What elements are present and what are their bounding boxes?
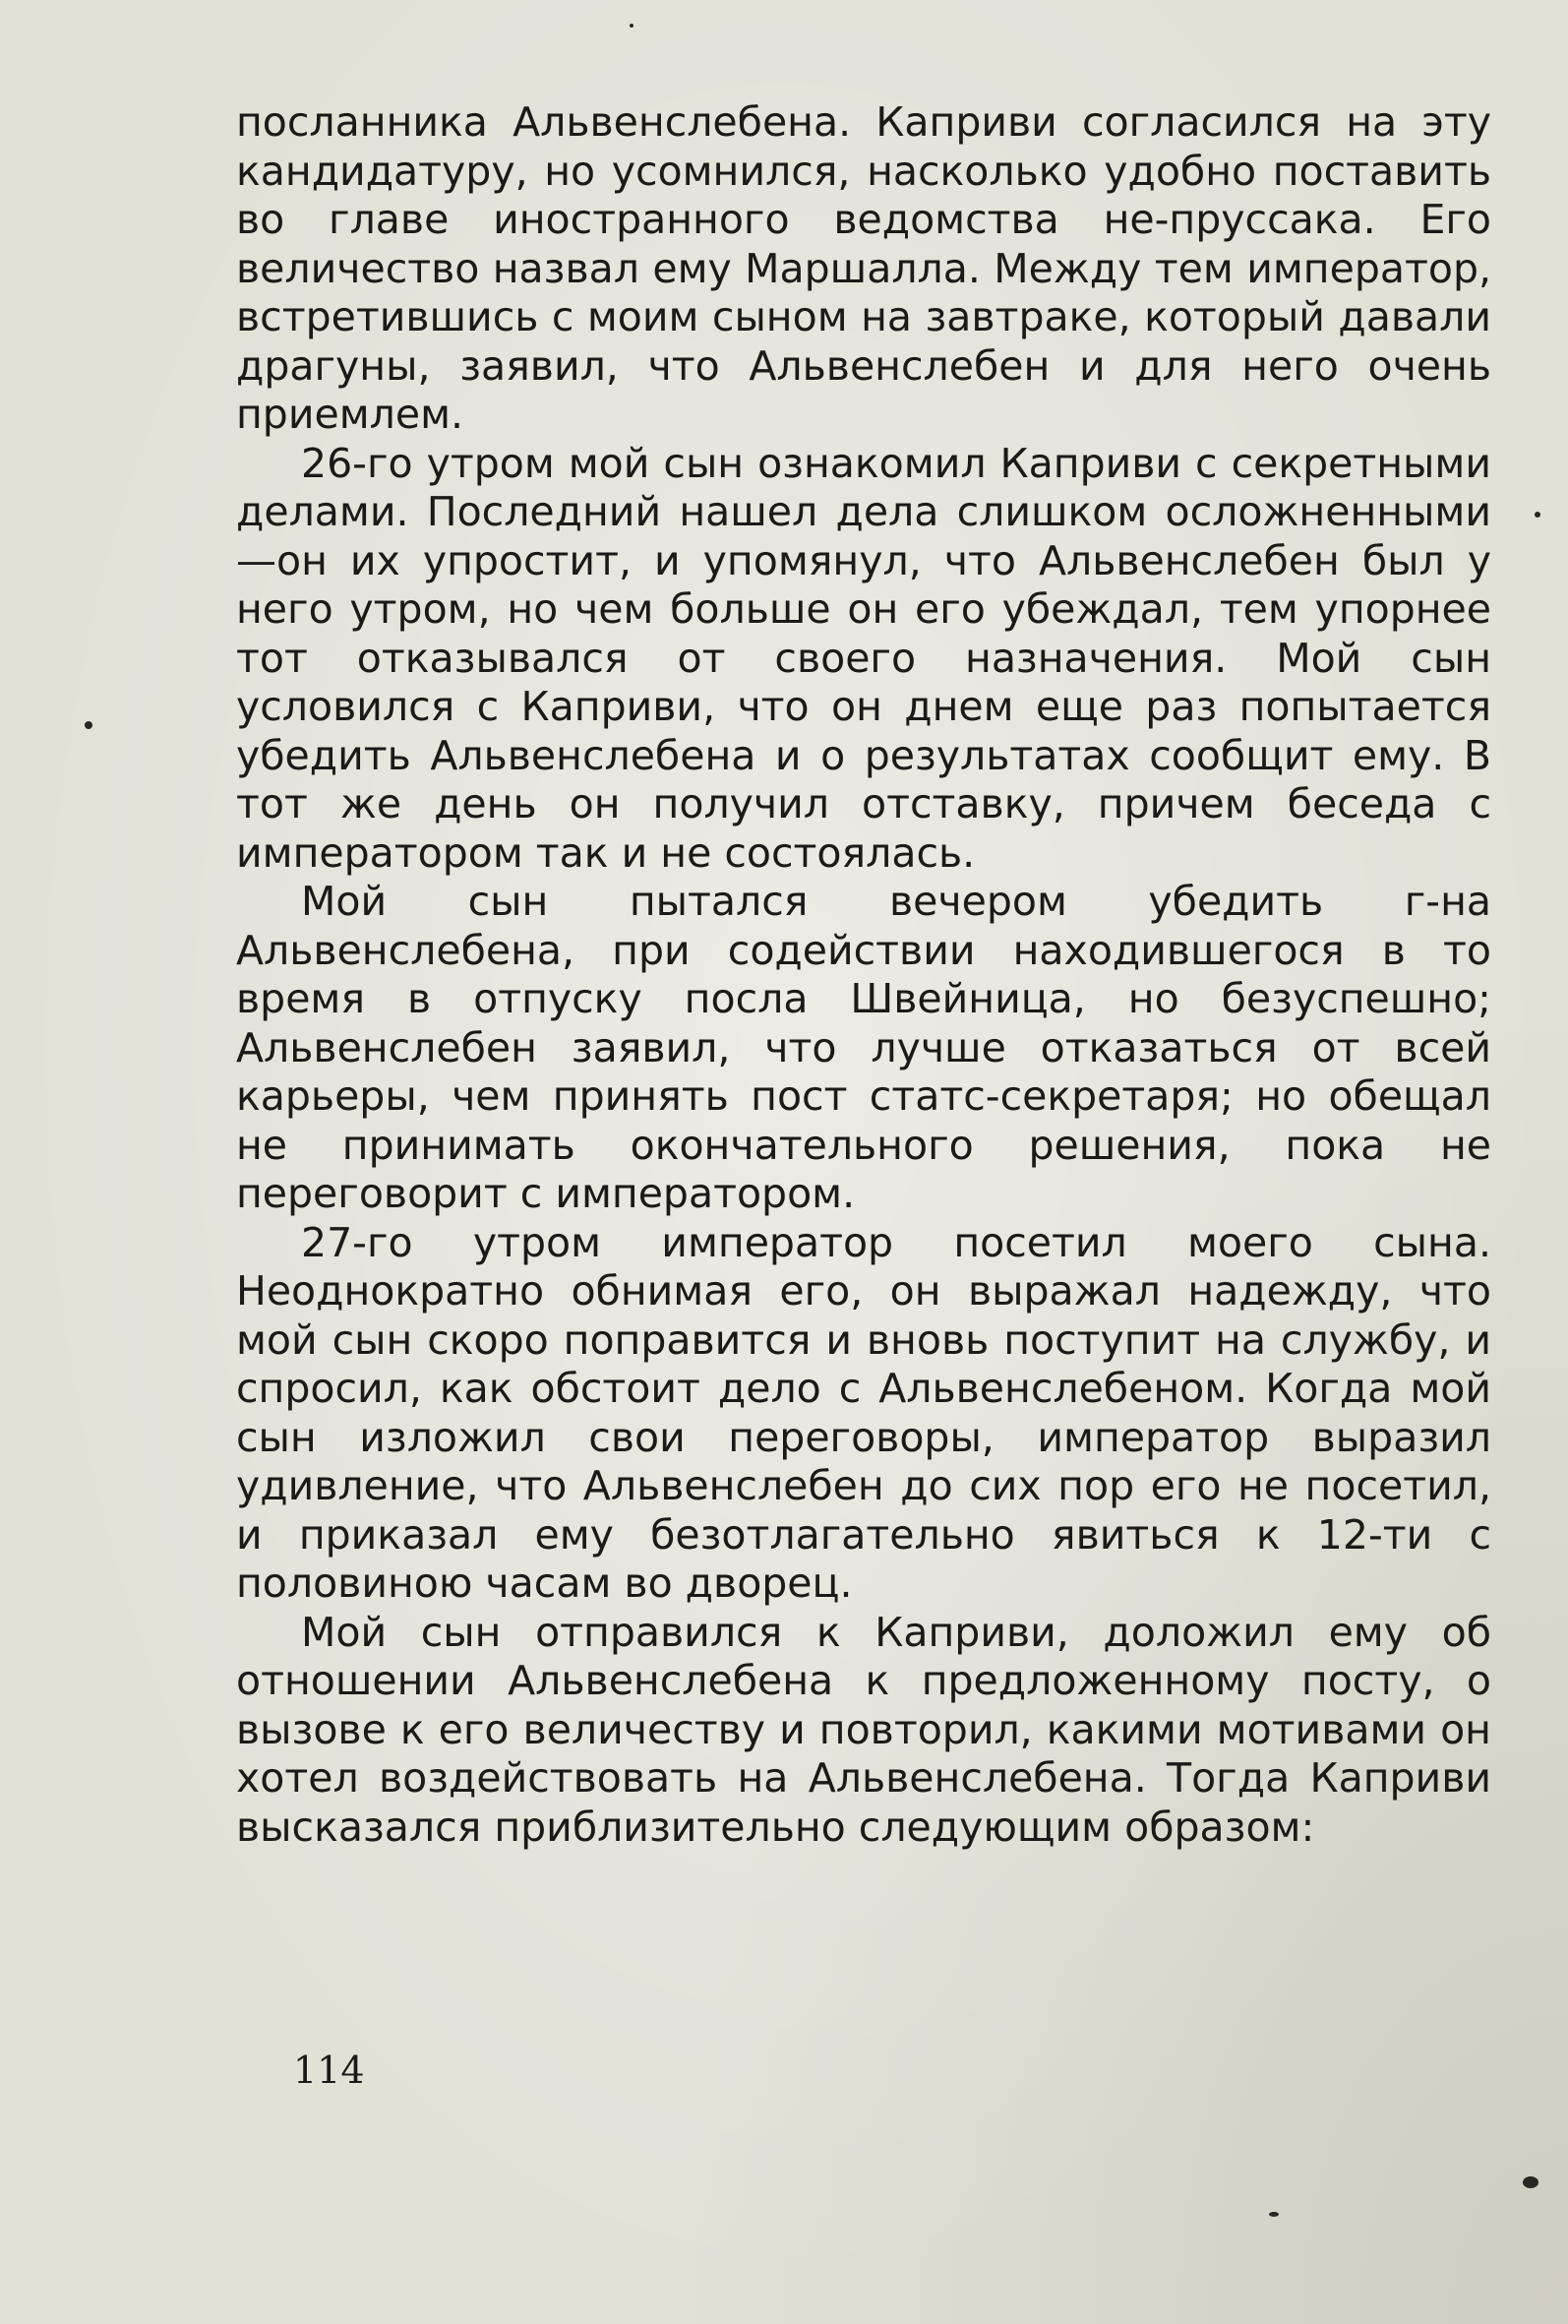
paper-speck: [1523, 2176, 1538, 2188]
paragraph-4: 27-го утром император посетил моего сына. Неоднократно обнимая его, он выражал надежду, что мой сын скоро поправится и вновь поступит на службу, и спросил, как обстоит дело с Альвенслебеном. Когда мой сын изложил свои переговоры, император выразил удивление, что Альвенслебен до сих пор его не посетил, и приказал ему безотлагательно явиться к 12-ти с половиною часам во дворец.: [236, 1218, 1491, 1607]
paper-speck: [630, 24, 633, 28]
paper-speck: [85, 721, 92, 729]
paragraph-1: посланника Альвенслебена. Каприви согласился на эту кандидатуру, но усомнился, насколько удобно поставить во главе иностранного ведомства не-пруссака. Его величество назвал ему Маршалла. Между тем император, встретившись с моим сыном на завтраке, который давали драгуны, заявил, что Альвенслебен и для него очень приемлем.: [236, 98, 1491, 438]
paper-speck: [1535, 512, 1540, 518]
paragraph-5: Мой сын отправился к Каприви, доложил ему об отношении Альвенслебена к предложенному посту, о вызове к его величеству и повторил, какими мотивами он хотел воздействовать на Альвенслебена. Тогда Каприви высказался приблизительно следующим образом:: [236, 1608, 1491, 1851]
page-number: 114: [293, 2049, 365, 2092]
paragraph-3: Мой сын пытался вечером убедить г-на Альвенслебена, при содействии находившегося в то время в отпуску посла Швейница, но безуспешно; Альвенслебен заявил, что лучше отказаться от всей карьеры, чем принять пост статс-секретаря; но обещал не принимать окончательного решения, пока не переговорит с императором.: [236, 878, 1491, 1217]
body-text: [236, 98, 1491, 1852]
paper-speck: [1269, 2212, 1279, 2217]
paragraph-2: 26-го утром мой сын ознакомил Каприви с секретными делами. Последний нашел дела слишком осложненными—он их упростит, и упомянул, что Альвенслебен был у него утром, но чем больше он его убеждал, тем упорнее тот отказывался от своего назначения. Мой сын условился с Каприви, что он днем еще раз попытается убедить Альвенслебена и о результатах сообщит ему. В тот же день он получил отставку, причем беседа с императором так и не состоялась.: [236, 439, 1491, 877]
